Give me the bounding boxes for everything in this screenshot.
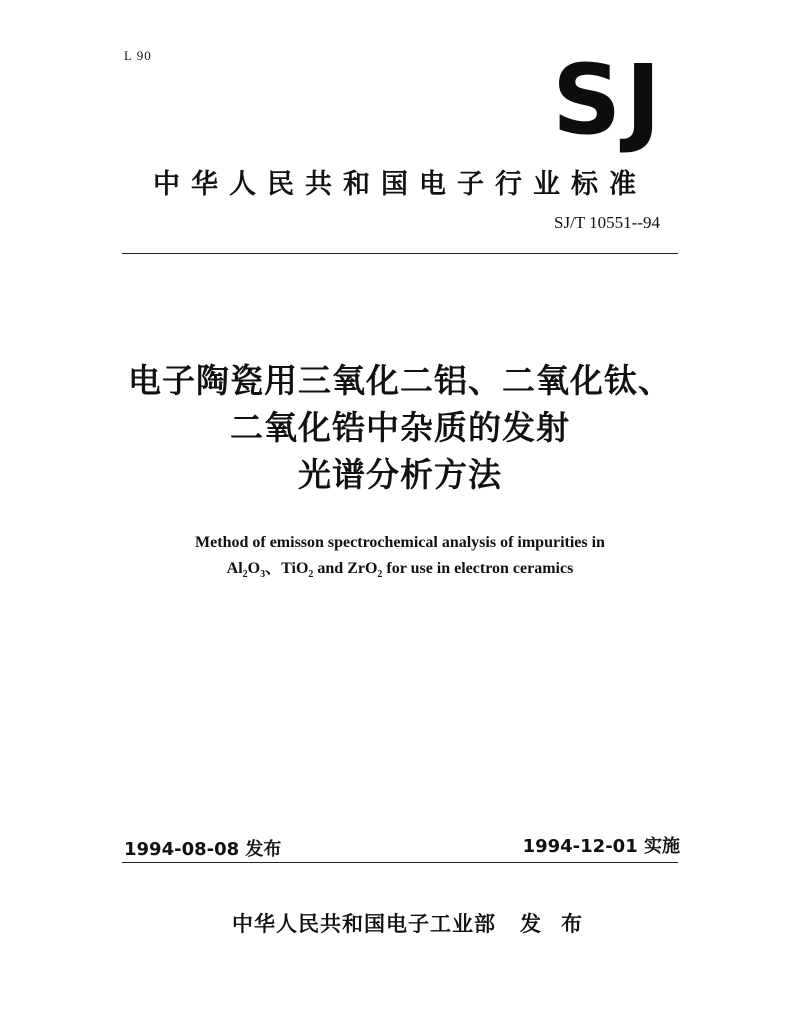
standard-header: 中华人民共和国电子行业标准	[153, 169, 647, 200]
issue-date-value: 1994-08-08	[124, 839, 240, 860]
bottom-divider	[122, 862, 678, 863]
formula-o: O	[247, 560, 261, 577]
formula-ti-sub: 2	[308, 569, 314, 581]
conjunction-and: and	[313, 560, 348, 577]
issuer-name: 中华人民共和国电子工业部	[232, 912, 496, 936]
implementation-date-value: 1994-12-01	[522, 836, 638, 857]
formula-separator: 、	[265, 560, 282, 577]
formula-zr: ZrO	[347, 560, 378, 577]
implementation-date	[470, 832, 680, 858]
formula-o-sub: 3	[260, 569, 266, 581]
standard-code: SJ/T 10551--94	[554, 213, 660, 232]
implementation-date-label: 实施	[644, 836, 680, 857]
title-chinese	[110, 357, 690, 498]
formula-zr-sub: 2	[377, 569, 383, 581]
formula-al-sub: 2	[242, 569, 248, 581]
sj-logo: SJ	[552, 44, 665, 156]
title-english	[110, 530, 690, 588]
formula-ti: TiO	[281, 560, 309, 577]
issuing-authority	[232, 908, 602, 938]
title-en-line-1: Method of emisson spectrochemical analysis of impurities in	[195, 534, 605, 551]
title-en-line-2	[110, 556, 690, 588]
title-en-line-2-rest: for use in electron ceramics	[382, 560, 574, 577]
issuer-verb: 发布	[520, 912, 602, 936]
formula-al: Al	[226, 560, 243, 577]
top-divider	[122, 253, 678, 254]
issue-date	[124, 835, 281, 861]
title-cn-line-3: 光谱分析方法	[298, 455, 502, 494]
classification-code: L 90	[124, 48, 152, 63]
title-cn-line-2: 二氧化锆中杂质的发射	[230, 408, 570, 447]
issue-date-label: 发布	[245, 839, 282, 860]
title-cn-line-1: 电子陶瓷用三氧化二铝、二氧化钛、	[128, 361, 672, 400]
